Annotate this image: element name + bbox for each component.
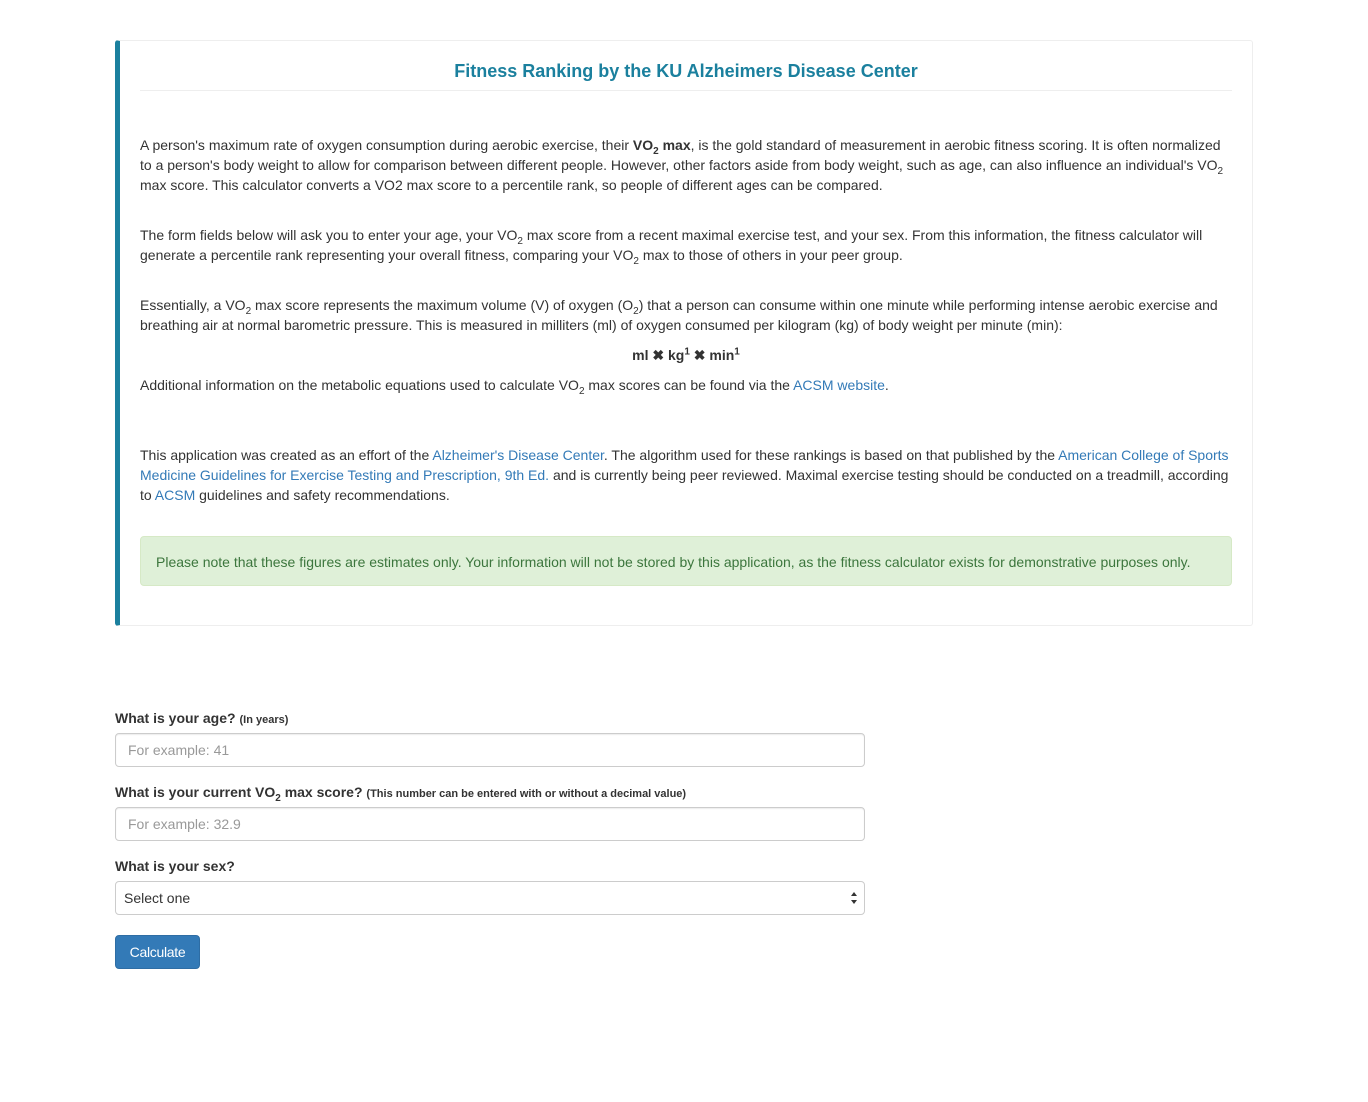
times-icon: ✖ bbox=[652, 347, 665, 363]
intro-paragraph-4: Additional information on the metabolic equations used to calculate $VO_2$ max scores can be found via the ACSM website. bbox=[140, 377, 889, 397]
acsm-website-link[interactable]: ACSM website bbox=[793, 377, 885, 393]
vo2-max-term: $VO_2$ max bbox=[632, 137, 691, 157]
alzheimers-center-link[interactable]: Alzheimer's Disease Center bbox=[432, 447, 604, 463]
sex-label: What is your sex? bbox=[115, 858, 235, 874]
intro-paragraph-1: A person's maximum rate of oxygen consumption during aerobic exercise, their $VO_2$ max, is the gold standard of measurement in aerobic fitness scoring. It is often normalized to a person's body weight to allow for comparison between different people. However, other factors aside from body weight, such as age, can also influence an individual's $VO_2$ max score. This calculator converts a VO2 max score to a percentile rank, so people of different ages can be compared. bbox=[140, 137, 1224, 193]
units-formula: ml ✖ $kg^1$ ✖ $\min^1$ bbox=[632, 346, 740, 363]
age-label: What is your age? (In years) bbox=[115, 710, 289, 726]
times-icon: ✖ bbox=[693, 347, 706, 363]
calculate-button[interactable]: Calculate bbox=[115, 935, 200, 969]
sex-select[interactable] bbox=[115, 881, 865, 915]
age-input[interactable] bbox=[115, 733, 865, 767]
page-title: Fitness Ranking by the KU Alzheimers Disease Center bbox=[140, 41, 1232, 91]
intro-paragraph-5: This application was created as an effort of the Alzheimer's Disease Center. The algorithm used for these rankings is based on that published by the American College of Sports Medicine Guidelines for Exercise Testing and Prescription, 9th Ed. and is currently being peer reviewed. Maximal exercise testing should be conducted on a treadmill, according to ACSM guidelines and safety recommendations. bbox=[140, 447, 1229, 503]
vo2-label: What is your current $VO_2$ max score? (This number can be entered with or without a decimal value) bbox=[115, 784, 687, 804]
disclaimer-alert: Please note that these figures are estimates only. Your information will not be stored by this application, as the fitness calculator exists for demonstrative purposes only. bbox=[140, 536, 1232, 586]
vo2-input[interactable] bbox=[115, 807, 865, 841]
select-arrows-icon bbox=[850, 891, 858, 905]
intro-paragraph-3: Essentially, a $VO_2$ max score represents the maximum volume (V) of oxygen $(O_2)$ that a person can consume within one minute while performing intense aerobic exercise and breathing air at normal barometric pressure. This is measured in milliters (ml) of oxygen consumed per kilogram (kg) of body weight per minute (min): bbox=[140, 297, 1218, 333]
info-panel bbox=[115, 40, 1253, 626]
acsm-guidelines-link[interactable]: American College of Sports Medicine Guidelines for Exercise Testing and Prescription, 9th Ed. bbox=[140, 447, 1229, 483]
sex-select-value: Select one bbox=[124, 890, 191, 906]
intro-paragraph-2: The form fields below will ask you to enter your age, your $VO_2$ max score from a recent maximal exercise test, and your sex. From this information, the fitness calculator will generate a percentile rank representing your overall fitness, comparing your $VO_2$ max to those of others in your peer group. bbox=[140, 227, 1203, 267]
acsm-link[interactable]: ACSM bbox=[154, 487, 196, 503]
